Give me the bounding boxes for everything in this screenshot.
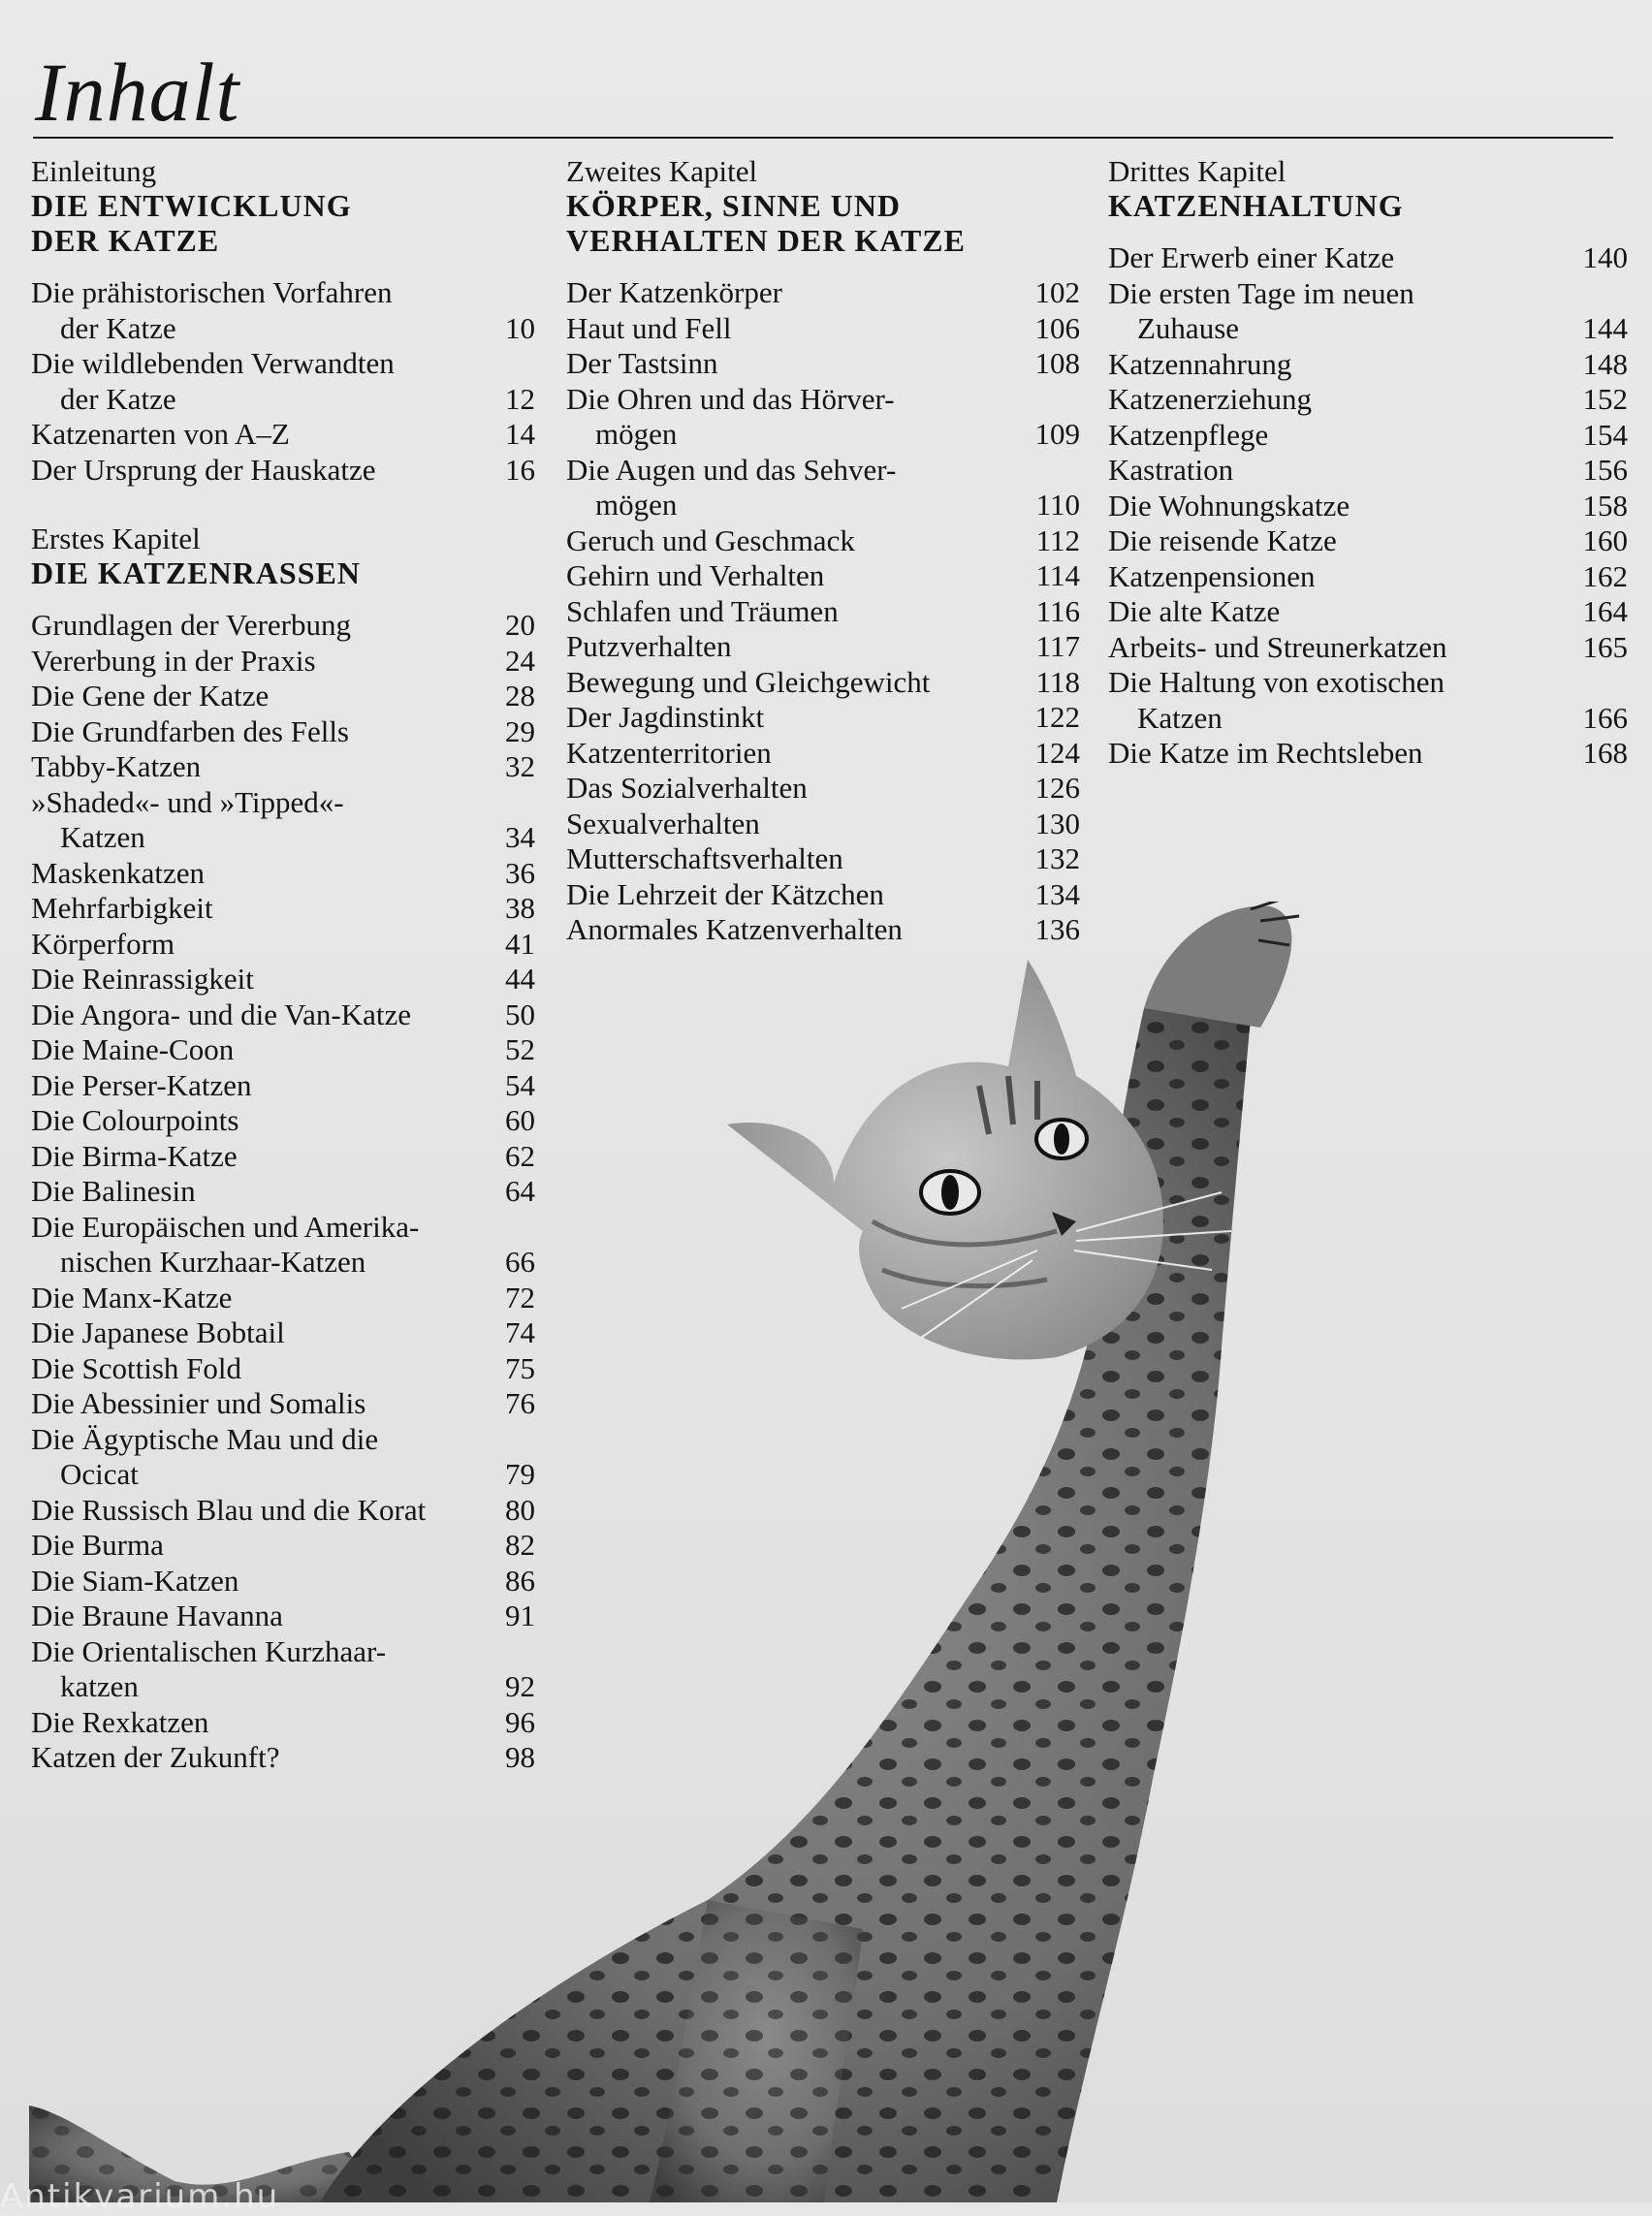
toc-entry-title-line: Mutterschaftsverhalten xyxy=(566,841,843,875)
toc-entry-title xyxy=(31,453,376,489)
toc-entry-page: 112 xyxy=(1035,522,1080,557)
toc-entry-title xyxy=(1108,489,1350,524)
toc-entry[interactable] xyxy=(566,665,1080,701)
toc-entry-page: 152 xyxy=(1582,382,1628,416)
toc-entry[interactable] xyxy=(566,558,1080,594)
toc-entry[interactable] xyxy=(31,714,535,750)
toc-entry-page: 156 xyxy=(1582,453,1628,487)
toc-entry-title-line: Gehirn und Verhalten xyxy=(566,558,825,592)
toc-entry-page: 124 xyxy=(1034,735,1080,770)
toc-entry-page: 108 xyxy=(1034,346,1080,380)
toc-entry-title xyxy=(566,346,718,382)
toc-entry-title xyxy=(31,749,201,785)
toc-entry-title-line: Die Japanese Bobtail xyxy=(31,1315,285,1349)
toc-entry-page: 60 xyxy=(505,1103,535,1137)
toc-entry-title-line: Die Europäischen und Amerika- xyxy=(31,1209,420,1244)
toc-entry[interactable] xyxy=(566,700,1080,736)
toc-entry-title-line: Die reisende Katze xyxy=(1108,523,1337,557)
toc-entry[interactable] xyxy=(566,771,1080,807)
toc-entry-title-line: Die Perser-Katzen xyxy=(31,1067,252,1102)
toc-entry-title xyxy=(1108,347,1291,383)
toc-entry-page: 76 xyxy=(505,1386,535,1420)
toc-entry-title-continuation: nischen Kurzhaar-Katzen xyxy=(60,1245,366,1279)
toc-entry-title-line: Kastration xyxy=(1108,453,1234,487)
toc-entry-title-line: Katzennahrung xyxy=(1108,346,1292,381)
toc-entry[interactable] xyxy=(1108,418,1628,454)
toc-entry-page: 165 xyxy=(1582,629,1628,664)
toc-entry[interactable] xyxy=(1108,665,1628,736)
toc-entry-page: 110 xyxy=(1035,488,1080,522)
toc-entry-page: 106 xyxy=(1034,310,1080,345)
toc-entry-title-line: Die Maine-Coon xyxy=(31,1032,235,1066)
toc-entry-title-line: Die Russisch Blau und die Korat xyxy=(31,1492,427,1527)
toc-entry-page: 109 xyxy=(1034,417,1080,451)
toc-entry-page: 10 xyxy=(505,310,535,345)
toc-entry-page: 122 xyxy=(1034,700,1080,734)
toc-entry-title xyxy=(31,679,269,714)
toc-entry-page: 144 xyxy=(1582,311,1628,345)
toc-entry-title-line: »Shaded«- und »Tipped«- xyxy=(31,784,344,819)
toc-entry-title-continuation: der Katze xyxy=(60,381,176,416)
toc-entry[interactable] xyxy=(1108,559,1628,595)
toc-section xyxy=(31,155,535,488)
toc-entry-page: 154 xyxy=(1582,417,1628,452)
toc-entry[interactable] xyxy=(1108,736,1628,772)
toc-entry-page: 92 xyxy=(505,1669,535,1703)
toc-entry-page: 168 xyxy=(1582,736,1628,770)
toc-entry-page: 66 xyxy=(505,1245,535,1279)
toc-entry-page: 132 xyxy=(1034,841,1080,875)
toc-entry-title xyxy=(31,785,344,856)
toc-entry-page: 72 xyxy=(505,1280,535,1314)
toc-entry-title xyxy=(566,841,843,877)
toc-entry-title-line: Die Reinrassigkeit xyxy=(31,962,254,996)
toc-entry-title-line: Die Abessinier und Somalis xyxy=(31,1386,366,1420)
toc-entry-page: 24 xyxy=(505,643,535,678)
watermark: Antikvarium.hu xyxy=(0,2177,280,2216)
toc-entry-page: 36 xyxy=(505,855,535,890)
toc-entry-page: 79 xyxy=(505,1457,535,1491)
toc-entry[interactable] xyxy=(566,275,1080,311)
toc-entry[interactable] xyxy=(1108,630,1628,666)
toc-entry-title-line: Der Erwerb einer Katze xyxy=(1108,240,1395,274)
toc-entry-page: 52 xyxy=(505,1032,535,1066)
toc-entry-page: 164 xyxy=(1582,594,1628,628)
toc-entry-title-line: Die Ohren und das Hörver- xyxy=(566,381,895,416)
toc-entry-title-line: Arbeits- und Streunerkatzen xyxy=(1108,629,1447,664)
toc-entry-title-line: Vererbung in der Praxis xyxy=(31,643,316,678)
toc-entry[interactable] xyxy=(566,807,1080,842)
toc-entry-page: 118 xyxy=(1035,664,1080,699)
toc-entry-title-line: Die Colourpoints xyxy=(31,1103,239,1137)
toc-entry-title xyxy=(566,807,760,842)
toc-entry[interactable] xyxy=(566,629,1080,665)
toc-entry-title-line: Anormales Katzenverhalten xyxy=(566,912,903,946)
toc-entry-title xyxy=(566,523,855,559)
toc-entry-page: 44 xyxy=(505,962,535,996)
toc-entry-page: 117 xyxy=(1035,629,1080,663)
cat-raised-paw xyxy=(1144,906,1291,1028)
toc-entry[interactable] xyxy=(31,453,535,489)
toc-entry[interactable] xyxy=(31,785,535,856)
toc-entry-title xyxy=(1108,736,1423,772)
toc-section xyxy=(1108,155,1628,772)
toc-entry-title-line: Die Braune Havanna xyxy=(31,1599,283,1632)
toc-entry[interactable] xyxy=(31,856,535,892)
toc-entry-title xyxy=(31,275,392,346)
toc-entry-title xyxy=(31,346,395,417)
toc-entry-title xyxy=(1108,665,1445,736)
toc-entry[interactable] xyxy=(31,346,535,417)
toc-entry-title-continuation: katzen xyxy=(60,1669,139,1703)
toc-entry[interactable] xyxy=(31,644,535,680)
toc-entry[interactable] xyxy=(31,608,535,644)
toc-entry-title-line: Katzen der Zukunft? xyxy=(31,1740,280,1774)
toc-entry-page: 32 xyxy=(505,749,535,783)
toc-entry-page: 98 xyxy=(505,1740,535,1774)
toc-entry-page: 16 xyxy=(505,452,535,487)
toc-entry-page: 160 xyxy=(1582,523,1628,557)
toc-entry-title-line: Die Lehrzeit der Kätzchen xyxy=(566,876,884,911)
toc-entry-title-line: Sexualverhalten xyxy=(566,806,760,840)
toc-entry[interactable] xyxy=(1108,382,1628,418)
toc-entry-title xyxy=(31,714,349,750)
toc-entry-page: 38 xyxy=(505,891,535,925)
toc-entry-page: 50 xyxy=(505,997,535,1031)
chapter-label: Erstes Kapitel xyxy=(31,522,201,555)
toc-entry-title-line: Die wildlebenden Verwandten xyxy=(31,346,395,380)
toc-entry[interactable] xyxy=(1108,347,1628,383)
toc-entry-title xyxy=(1108,418,1268,454)
toc-entry-title-line: Die Wohnungskatze xyxy=(1108,488,1350,522)
toc-entry[interactable] xyxy=(566,523,1080,559)
toc-entry-title-line: Katzenpensionen xyxy=(1108,558,1316,593)
toc-entry[interactable] xyxy=(1108,523,1628,559)
toc-entry-page: 54 xyxy=(505,1067,535,1102)
toc-entry-title-line: Die Grundfarben des Fells xyxy=(31,713,349,748)
toc-entry[interactable] xyxy=(566,841,1080,877)
toc-entry-title-line: Die Orientalischen Kurzhaar- xyxy=(31,1633,387,1668)
toc-entry[interactable] xyxy=(31,679,535,714)
toc-entry-page: 140 xyxy=(1582,240,1628,274)
toc-entry-title-line: Schlafen und Träumen xyxy=(566,593,839,628)
toc-entry-title-line: Grundlagen der Vererbung xyxy=(31,608,351,642)
toc-entry-title xyxy=(566,558,824,594)
toc-entry-title-line: Bewegung und Gleichgewicht xyxy=(566,664,931,699)
toc-entry-page: 82 xyxy=(505,1528,535,1562)
toc-entry[interactable] xyxy=(31,417,535,453)
toc-entry-page: 14 xyxy=(505,417,535,451)
toc-entry-title-line: Der Jagdinstinkt xyxy=(566,700,765,734)
toc-entry-title xyxy=(566,736,772,772)
toc-entry-title xyxy=(1108,559,1315,595)
toc-entry[interactable] xyxy=(566,594,1080,630)
toc-entry-title xyxy=(566,629,731,665)
toc-entry-title-continuation: Ocicat xyxy=(60,1457,139,1491)
chapter-heading: DIE KATZENRASSEN xyxy=(31,555,361,590)
toc-entry-title-line: Die Manx-Katze xyxy=(31,1280,233,1314)
toc-entry-title-line: Die Gene der Katze xyxy=(31,679,270,712)
toc-entry-title-line: Die ersten Tage im neuen xyxy=(1108,275,1414,310)
toc-entry[interactable] xyxy=(566,311,1080,347)
toc-entry-title-line: Die alte Katze xyxy=(1108,594,1281,628)
cat-head xyxy=(727,960,1163,1360)
toc-entry-page: 12 xyxy=(505,381,535,416)
toc-entry-title-line: Putzverhalten xyxy=(566,629,732,663)
toc-entry-page: 126 xyxy=(1034,771,1080,805)
chapter-label: Drittes Kapitel xyxy=(1108,154,1287,188)
toc-entry-page: 91 xyxy=(505,1599,535,1632)
toc-entry-title xyxy=(31,417,290,453)
toc-column-2 xyxy=(566,155,1080,983)
toc-entry-page: 158 xyxy=(1582,488,1628,522)
toc-entry-title xyxy=(566,700,764,736)
toc-entry-page: 80 xyxy=(505,1492,535,1527)
toc-entry-title-line: Die Birma-Katze xyxy=(31,1138,238,1173)
toc-entry-title-line: Der Tastsinn xyxy=(566,346,718,380)
toc-entry-page: 64 xyxy=(505,1174,535,1208)
chapter-label: Zweites Kapitel xyxy=(566,154,758,188)
toc-entry-title-line: Die Scottish Fold xyxy=(31,1350,242,1385)
toc-entry-title-line: Die Rexkatzen xyxy=(31,1704,209,1739)
toc-entry-page: 116 xyxy=(1035,593,1080,628)
toc-entry-title xyxy=(566,771,808,807)
toc-entry-title xyxy=(566,311,732,347)
toc-entry-title-line: Die Angora- und die Van-Katze xyxy=(31,997,411,1031)
toc-entry-title-line: Die Ägyptische Mau und die xyxy=(31,1421,379,1456)
chapter-label: Einleitung xyxy=(31,154,157,188)
toc-entry-title-line: Die Haltung von exotischen xyxy=(1108,665,1445,699)
toc-entry-title-line: Die Siam-Katzen xyxy=(31,1563,239,1598)
toc-entry-title xyxy=(1108,453,1233,489)
toc-entry[interactable] xyxy=(31,749,535,785)
toc-entry[interactable] xyxy=(31,275,535,346)
toc-entry-title xyxy=(566,453,896,523)
toc-entry-title-line: Tabby-Katzen xyxy=(31,749,202,783)
toc-entry-title xyxy=(1108,594,1280,630)
toc-entry-title-continuation: der Katze xyxy=(60,310,176,345)
toc-entry-title xyxy=(1108,276,1414,347)
toc-entry-title-line: Haut und Fell xyxy=(566,310,732,345)
toc-entry-page: 29 xyxy=(505,713,535,748)
toc-entry-title-line: Der Ursprung der Hauskatze xyxy=(31,452,376,487)
toc-entry-page: 96 xyxy=(505,1704,535,1739)
toc-entry-page: 34 xyxy=(505,820,535,854)
toc-entry-page: 148 xyxy=(1582,346,1628,381)
toc-entry[interactable] xyxy=(566,382,1080,453)
toc-entry-title-line: Die prähistorischen Vorfahren xyxy=(31,275,393,309)
toc-entry-title-continuation: mögen xyxy=(595,417,678,451)
toc-entry-page: 134 xyxy=(1034,876,1080,911)
toc-entry-title xyxy=(566,382,895,453)
toc-entry-page: 166 xyxy=(1582,700,1628,735)
toc-entry[interactable] xyxy=(566,736,1080,772)
chapter-heading: KATZENHALTUNG xyxy=(1108,188,1404,223)
toc-column-3 xyxy=(1108,155,1628,807)
toc-entry-page: 162 xyxy=(1582,558,1628,593)
cat-illustration xyxy=(29,902,1629,2202)
toc-entry-page: 86 xyxy=(505,1563,535,1598)
toc-entry-page: 41 xyxy=(505,926,535,961)
toc-entry-page: 75 xyxy=(505,1350,535,1385)
toc-entry-title xyxy=(566,665,930,701)
toc-entry-title-line: Der Katzenkörper xyxy=(566,275,782,309)
toc-entry-page: 62 xyxy=(505,1138,535,1173)
toc-entry-title xyxy=(31,608,351,644)
toc-entry-title-line: Die Balinesin xyxy=(31,1174,196,1208)
toc-entry-title-line: Geruch und Geschmack xyxy=(566,522,855,557)
toc-entry-title-line: Körperform xyxy=(31,926,175,961)
toc-entry[interactable] xyxy=(566,453,1080,523)
toc-entry-title-line: Das Sozialverhalten xyxy=(566,771,808,805)
toc-entry-title-line: Die Katze im Rechtsleben xyxy=(1108,736,1423,770)
toc-entry[interactable] xyxy=(1108,453,1628,489)
toc-entry-page: 28 xyxy=(505,679,535,712)
toc-entry-title-line: Katzenterritorien xyxy=(566,735,772,770)
toc-entry-title-line: Katzenpflege xyxy=(1108,417,1269,452)
toc-entry-title-line: Die Augen und das Sehver- xyxy=(566,452,897,487)
toc-entry-title xyxy=(566,594,839,630)
toc-entry-page: 74 xyxy=(505,1315,535,1349)
toc-entry-title xyxy=(31,856,205,892)
toc-entry-title-line: Maskenkatzen xyxy=(31,855,206,890)
title-rule xyxy=(33,137,1613,139)
toc-entry[interactable] xyxy=(1108,276,1628,347)
toc-entry-page: 114 xyxy=(1035,558,1080,592)
toc-entry-title-line: Mehrfarbigkeit xyxy=(31,891,213,925)
toc-entry-page: 20 xyxy=(505,608,535,642)
toc-entry-title-continuation: Zuhause xyxy=(1137,311,1240,345)
toc-entry[interactable] xyxy=(1108,594,1628,630)
chapter-heading: DIE ENTWICKLUNG DER KATZE xyxy=(31,188,352,258)
toc-entry-page: 130 xyxy=(1034,806,1080,840)
toc-entry-title-line: Die Burma xyxy=(31,1528,164,1562)
toc-entry-title-continuation: Katzen xyxy=(60,820,145,854)
toc-entry[interactable] xyxy=(566,346,1080,382)
toc-entry-title-line: Katzenerziehung xyxy=(1108,382,1312,416)
toc-entry-title-line: Katzenarten von A–Z xyxy=(31,417,290,451)
toc-entry-title xyxy=(1108,240,1394,276)
toc-entry-title xyxy=(1108,523,1337,559)
toc-entry-page: 102 xyxy=(1034,275,1080,309)
toc-entry-title xyxy=(1108,382,1312,418)
toc-entry-title xyxy=(31,644,316,680)
toc-section xyxy=(566,155,1080,948)
toc-entry[interactable] xyxy=(1108,240,1628,276)
toc-entry-page: 136 xyxy=(1034,912,1080,946)
toc-entry[interactable] xyxy=(1108,489,1628,524)
chapter-heading: KÖRPER, SINNE UND VERHALTEN DER KATZE xyxy=(566,188,966,258)
page-title: Inhalt xyxy=(35,46,240,139)
toc-entry-title xyxy=(1108,630,1447,666)
toc-entry-title-continuation: mögen xyxy=(595,488,678,522)
toc-entry-title xyxy=(566,275,782,311)
toc-entry-title-continuation: Katzen xyxy=(1137,700,1223,735)
